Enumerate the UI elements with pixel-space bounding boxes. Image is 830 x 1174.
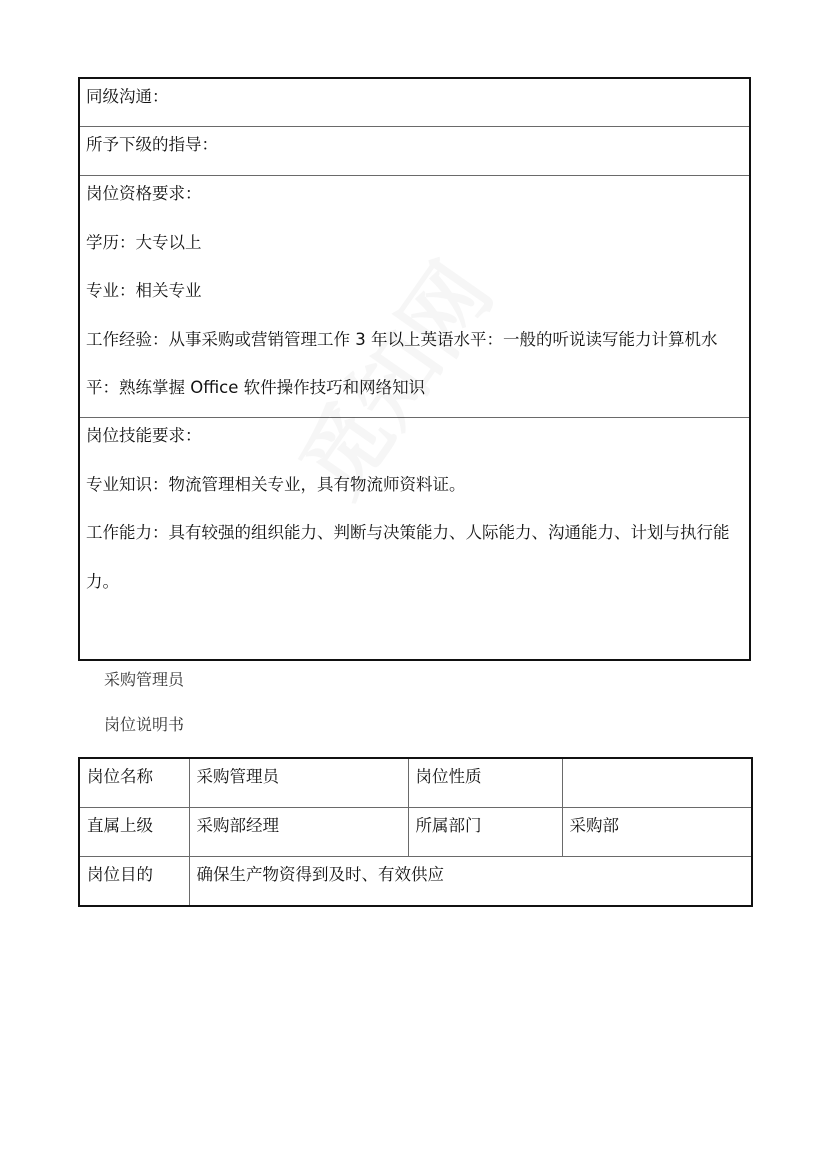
qualifications-heading: 岗位资格要求： <box>86 184 202 203</box>
peer-communication-row <box>80 79 749 127</box>
requirements-table <box>78 77 751 661</box>
qualification-line: 学历：大专以上 <box>86 232 202 252</box>
supervisor-value: 采购部经理 <box>189 808 408 857</box>
department-value: 采购部 <box>562 808 752 857</box>
department-label: 所属部门 <box>408 808 562 857</box>
table-row <box>79 857 752 907</box>
purpose-label: 岗位目的 <box>79 857 189 907</box>
skill-line: 专业知识：物流管理相关专业，具有物流师资料证。 <box>86 474 466 494</box>
supervisor-label: 直属上级 <box>79 808 189 857</box>
skills-row <box>80 418 749 659</box>
subordinate-guidance-label: 所予下级的指导： <box>86 135 218 154</box>
subordinate-guidance-row <box>80 127 749 176</box>
document-title: 岗位说明书 <box>104 715 185 734</box>
qualification-line: 平：熟练掌握 Office 软件操作技巧和网络知识 <box>86 378 426 397</box>
job-name-label: 岗位名称 <box>79 758 189 808</box>
qualification-line: 专业：相关专业 <box>86 281 202 300</box>
peer-communication-label: 同级沟通： <box>86 87 169 106</box>
qualifications-row <box>80 176 749 418</box>
skills-heading: 岗位技能要求： <box>86 426 202 445</box>
position-title: 采购管理员 <box>104 670 185 689</box>
table-row <box>79 758 752 808</box>
qualification-line: 工作经验：从事采购或营销管理工作 3 年以上英语水平：一般的听说读写能力计算机水 <box>86 329 718 349</box>
job-nature-label: 岗位性质 <box>408 758 562 808</box>
skill-line: 力。 <box>86 571 119 591</box>
table-row <box>79 808 752 857</box>
skill-line: 工作能力：具有较强的组织能力、判断与决策能力、人际能力、沟通能力、计划与执行能 <box>86 523 730 542</box>
job-nature-value <box>562 758 752 808</box>
job-description-table <box>78 757 753 907</box>
job-name-value: 采购管理员 <box>189 758 408 808</box>
purpose-value: 确保生产物资得到及时、有效供应 <box>189 857 752 907</box>
